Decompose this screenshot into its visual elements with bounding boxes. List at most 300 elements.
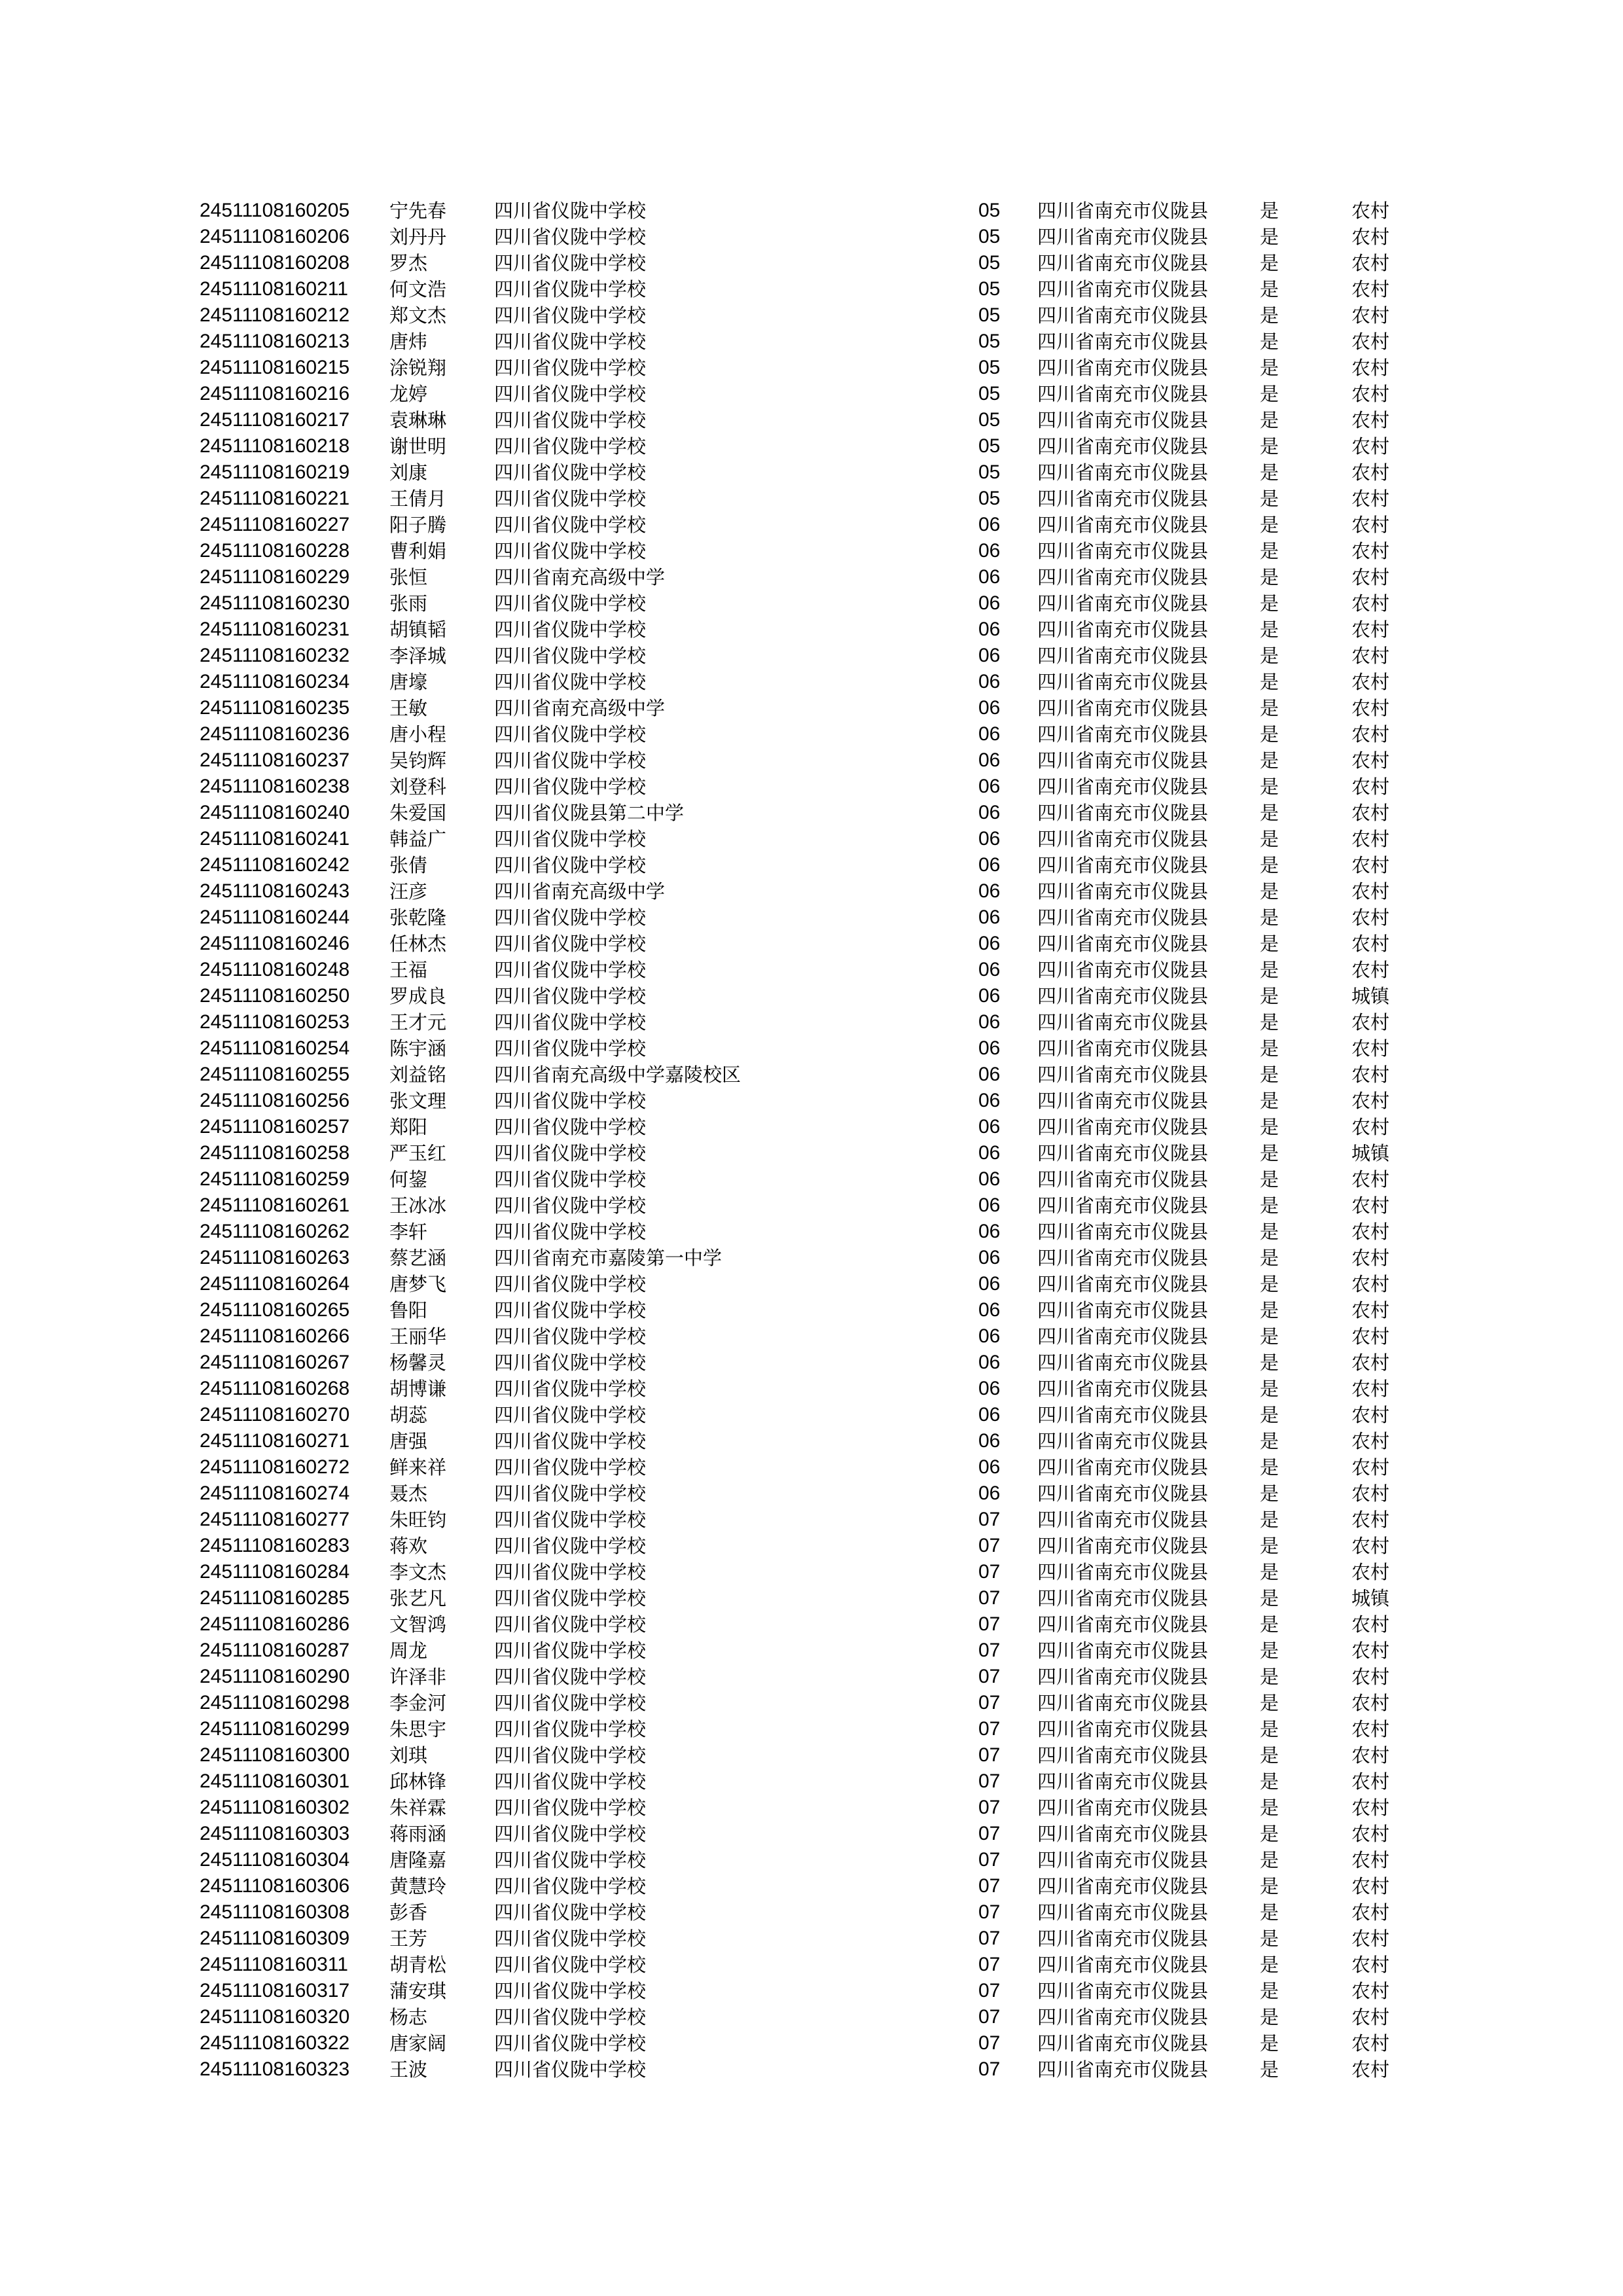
- household-type-cell: 农村: [1351, 1692, 1390, 1714]
- region-cell: 四川省南充市仪陇县: [1037, 1194, 1209, 1217]
- flag-cell: 是: [1260, 749, 1279, 772]
- student-name-cell: 李文杰: [389, 1561, 447, 1583]
- flag-cell: 是: [1260, 959, 1279, 981]
- student-name-cell: 王敏: [389, 697, 428, 719]
- flag-cell: 是: [1260, 1875, 1279, 1897]
- school-name-cell: 四川省仪陇中学校: [494, 828, 647, 850]
- household-type-cell: 农村: [1351, 1849, 1390, 1871]
- region-cell: 四川省南充市仪陇县: [1037, 1718, 1209, 1740]
- group-code-cell: 06: [978, 566, 1001, 588]
- region-cell: 四川省南充市仪陇县: [1037, 1535, 1209, 1557]
- household-type-cell: 农村: [1351, 1221, 1390, 1243]
- household-type-cell: 农村: [1351, 331, 1390, 353]
- flag-cell: 是: [1260, 461, 1279, 484]
- student-name-cell: 韩益广: [389, 828, 447, 850]
- flag-cell: 是: [1260, 776, 1279, 798]
- household-type-cell: 农村: [1351, 566, 1390, 588]
- exam-number-cell: 24511108160261: [200, 1194, 350, 1216]
- flag-cell: 是: [1260, 1692, 1279, 1714]
- exam-number-cell: 24511108160216: [200, 383, 350, 404]
- region-cell: 四川省南充市仪陇县: [1037, 1823, 1209, 1845]
- table-row: [200, 1585, 1417, 1611]
- student-name-cell: 唐强: [389, 1430, 428, 1452]
- region-cell: 四川省南充市仪陇县: [1037, 1928, 1209, 1950]
- exam-number-cell: 24511108160241: [200, 828, 350, 850]
- flag-cell: 是: [1260, 1221, 1279, 1243]
- group-code-cell: 06: [978, 1404, 1001, 1426]
- school-name-cell: 四川省仪陇中学校: [494, 461, 647, 484]
- group-code-cell: 05: [978, 278, 1001, 300]
- school-name-cell: 四川省仪陇中学校: [494, 1849, 647, 1871]
- flag-cell: 是: [1260, 2032, 1279, 2054]
- table-row: [200, 198, 1417, 224]
- table-row: [200, 669, 1417, 695]
- table-row: [200, 721, 1417, 747]
- household-type-cell: 农村: [1351, 749, 1390, 772]
- region-cell: 四川省南充市仪陇县: [1037, 1456, 1209, 1479]
- exam-number-cell: 24511108160259: [200, 1168, 350, 1190]
- student-name-cell: 郑阳: [389, 1116, 428, 1138]
- group-code-cell: 07: [978, 2058, 1001, 2080]
- exam-number-cell: 24511108160264: [200, 1273, 350, 1295]
- flag-cell: 是: [1260, 1456, 1279, 1479]
- household-type-cell: 农村: [1351, 880, 1390, 903]
- exam-number-cell: 24511108160253: [200, 1011, 350, 1033]
- group-code-cell: 07: [978, 1666, 1001, 1687]
- group-code-cell: 06: [978, 1378, 1001, 1399]
- household-type-cell: 农村: [1351, 1535, 1390, 1557]
- school-name-cell: 四川省仪陇中学校: [494, 1613, 647, 1636]
- student-name-cell: 宁先春: [389, 200, 447, 222]
- region-cell: 四川省南充市仪陇县: [1037, 776, 1209, 798]
- school-name-cell: 四川省仪陇中学校: [494, 1770, 647, 1793]
- region-cell: 四川省南充市仪陇县: [1037, 540, 1209, 562]
- flag-cell: 是: [1260, 1430, 1279, 1452]
- exam-number-cell: 24511108160212: [200, 304, 350, 326]
- flag-cell: 是: [1260, 1482, 1279, 1505]
- region-cell: 四川省南充市仪陇县: [1037, 854, 1209, 876]
- group-code-cell: 06: [978, 592, 1001, 614]
- table-row: [200, 1533, 1417, 1559]
- region-cell: 四川省南充市仪陇县: [1037, 645, 1209, 667]
- exam-number-cell: 24511108160274: [200, 1482, 350, 1504]
- region-cell: 四川省南充市仪陇县: [1037, 985, 1209, 1007]
- group-code-cell: 06: [978, 1090, 1001, 1111]
- household-type-cell: 农村: [1351, 200, 1390, 222]
- table-row: [200, 590, 1417, 617]
- student-name-cell: 唐隆嘉: [389, 1849, 447, 1871]
- exam-number-cell: 24511108160311: [200, 1954, 348, 1975]
- group-code-cell: 07: [978, 1875, 1001, 1897]
- region-cell: 四川省南充市仪陇县: [1037, 2058, 1209, 2081]
- table-row: [200, 878, 1417, 905]
- household-type-cell: 农村: [1351, 1901, 1390, 1924]
- table-row: [200, 617, 1417, 643]
- flag-cell: 是: [1260, 1744, 1279, 1767]
- school-name-cell: 四川省仪陇中学校: [494, 252, 647, 274]
- region-cell: 四川省南充市仪陇县: [1037, 1587, 1209, 1609]
- group-code-cell: 06: [978, 1168, 1001, 1190]
- exam-number-cell: 24511108160250: [200, 985, 350, 1007]
- region-cell: 四川省南充市仪陇县: [1037, 1064, 1209, 1086]
- group-code-cell: 07: [978, 1509, 1001, 1530]
- exam-number-cell: 24511108160266: [200, 1325, 350, 1347]
- region-cell: 四川省南充市仪陇县: [1037, 1378, 1209, 1400]
- region-cell: 四川省南充市仪陇县: [1037, 1116, 1209, 1138]
- school-name-cell: 四川省仪陇中学校: [494, 383, 647, 405]
- student-name-cell: 何鋆: [389, 1168, 428, 1191]
- exam-number-cell: 24511108160244: [200, 906, 350, 928]
- household-type-cell: 农村: [1351, 2006, 1390, 2028]
- region-cell: 四川省南充市仪陇县: [1037, 409, 1209, 431]
- flag-cell: 是: [1260, 1823, 1279, 1845]
- student-name-cell: 王倩月: [389, 488, 447, 510]
- group-code-cell: 06: [978, 1299, 1001, 1321]
- exam-number-cell: 24511108160238: [200, 776, 350, 797]
- student-name-cell: 刘益铭: [389, 1064, 447, 1086]
- student-name-cell: 朱爱国: [389, 802, 447, 824]
- table-row: [200, 1323, 1417, 1350]
- group-code-cell: 07: [978, 1587, 1001, 1609]
- exam-number-cell: 24511108160320: [200, 2006, 350, 2028]
- household-type-cell: 农村: [1351, 252, 1390, 274]
- student-name-cell: 胡蕊: [389, 1404, 428, 1426]
- school-name-cell: 四川省仪陇中学校: [494, 304, 647, 327]
- flag-cell: 是: [1260, 1247, 1279, 1269]
- region-cell: 四川省南充市仪陇县: [1037, 1744, 1209, 1767]
- group-code-cell: 06: [978, 1273, 1001, 1295]
- flag-cell: 是: [1260, 1378, 1279, 1400]
- region-cell: 四川省南充市仪陇县: [1037, 1011, 1209, 1033]
- flag-cell: 是: [1260, 985, 1279, 1007]
- student-name-cell: 周龙: [389, 1640, 428, 1662]
- table-row: [200, 1166, 1417, 1193]
- exam-number-cell: 24511108160258: [200, 1142, 350, 1164]
- exam-number-cell: 24511108160205: [200, 200, 350, 221]
- school-name-cell: 四川省仪陇中学校: [494, 1640, 647, 1662]
- region-cell: 四川省南充市仪陇县: [1037, 1770, 1209, 1793]
- household-type-cell: 农村: [1351, 906, 1390, 929]
- group-code-cell: 05: [978, 331, 1001, 352]
- household-type-cell: 农村: [1351, 959, 1390, 981]
- student-name-cell: 张雨: [389, 592, 428, 615]
- school-name-cell: 四川省仪陇中学校: [494, 331, 647, 353]
- household-type-cell: 农村: [1351, 278, 1390, 300]
- exam-number-cell: 24511108160215: [200, 357, 350, 378]
- exam-number-cell: 24511108160221: [200, 488, 350, 509]
- table-row: [200, 1507, 1417, 1533]
- school-name-cell: 四川省仪陇中学校: [494, 1430, 647, 1452]
- school-name-cell: 四川省仪陇中学校: [494, 540, 647, 562]
- region-cell: 四川省南充市仪陇县: [1037, 1142, 1209, 1164]
- flag-cell: 是: [1260, 1509, 1279, 1531]
- flag-cell: 是: [1260, 1666, 1279, 1688]
- flag-cell: 是: [1260, 619, 1279, 641]
- household-type-cell: 农村: [1351, 1823, 1390, 1845]
- household-type-cell: 农村: [1351, 697, 1390, 719]
- student-name-cell: 蔡艺涵: [389, 1247, 447, 1269]
- exam-number-cell: 24511108160309: [200, 1928, 350, 1949]
- flag-cell: 是: [1260, 645, 1279, 667]
- student-name-cell: 郑文杰: [389, 304, 447, 327]
- flag-cell: 是: [1260, 566, 1279, 588]
- school-name-cell: 四川省南充高级中学嘉陵校区: [494, 1064, 741, 1086]
- exam-number-cell: 24511108160301: [200, 1770, 350, 1792]
- flag-cell: 是: [1260, 723, 1279, 745]
- household-type-cell: 农村: [1351, 1116, 1390, 1138]
- household-type-cell: 农村: [1351, 1980, 1390, 2002]
- group-code-cell: 06: [978, 959, 1001, 980]
- table-row: [200, 2030, 1417, 2056]
- group-code-cell: 06: [978, 1430, 1001, 1452]
- table-row: [200, 1245, 1417, 1271]
- student-name-cell: 张倩: [389, 854, 428, 876]
- exam-number-cell: 24511108160263: [200, 1247, 350, 1268]
- group-code-cell: 05: [978, 488, 1001, 509]
- school-name-cell: 四川省仪陇中学校: [494, 1116, 647, 1138]
- exam-number-cell: 24511108160277: [200, 1509, 350, 1530]
- group-code-cell: 06: [978, 1456, 1001, 1478]
- exam-number-cell: 24511108160231: [200, 619, 350, 640]
- region-cell: 四川省南充市仪陇县: [1037, 1849, 1209, 1871]
- table-row: [200, 2004, 1417, 2030]
- school-name-cell: 四川省仪陇中学校: [494, 1404, 647, 1426]
- household-type-cell: 农村: [1351, 1378, 1390, 1400]
- exam-number-cell: 24511108160232: [200, 645, 350, 666]
- student-name-cell: 任林杰: [389, 933, 447, 955]
- exam-number-cell: 24511108160206: [200, 226, 350, 247]
- table-row: [200, 1428, 1417, 1454]
- household-type-cell: 农村: [1351, 1352, 1390, 1374]
- table-row: [200, 643, 1417, 669]
- household-type-cell: 农村: [1351, 645, 1390, 667]
- region-cell: 四川省南充市仪陇县: [1037, 828, 1209, 850]
- school-name-cell: 四川省仪陇中学校: [494, 278, 647, 300]
- table-row: [200, 276, 1417, 302]
- group-code-cell: 06: [978, 671, 1001, 692]
- exam-number-cell: 24511108160211: [200, 278, 348, 300]
- region-cell: 四川省南充市仪陇县: [1037, 461, 1209, 484]
- school-name-cell: 四川省仪陇中学校: [494, 1901, 647, 1924]
- region-cell: 四川省南充市仪陇县: [1037, 1797, 1209, 1819]
- group-code-cell: 06: [978, 1325, 1001, 1347]
- flag-cell: 是: [1260, 933, 1279, 955]
- region-cell: 四川省南充市仪陇县: [1037, 435, 1209, 457]
- group-code-cell: 06: [978, 854, 1001, 876]
- student-name-cell: 许泽非: [389, 1666, 447, 1688]
- region-cell: 四川省南充市仪陇县: [1037, 1482, 1209, 1505]
- school-name-cell: 四川省仪陇中学校: [494, 1928, 647, 1950]
- group-code-cell: 06: [978, 697, 1001, 719]
- flag-cell: 是: [1260, 1928, 1279, 1950]
- flag-cell: 是: [1260, 828, 1279, 850]
- school-name-cell: 四川省仪陇中学校: [494, 1168, 647, 1191]
- exam-number-cell: 24511108160299: [200, 1718, 350, 1740]
- exam-number-cell: 24511108160257: [200, 1116, 350, 1138]
- school-name-cell: 四川省仪陇中学校: [494, 671, 647, 693]
- school-name-cell: 四川省仪陇中学校: [494, 2032, 647, 2054]
- exam-number-cell: 24511108160237: [200, 749, 350, 771]
- region-cell: 四川省南充市仪陇县: [1037, 697, 1209, 719]
- table-row: [200, 1847, 1417, 1873]
- group-code-cell: 07: [978, 1640, 1001, 1661]
- flag-cell: 是: [1260, 357, 1279, 379]
- exam-number-cell: 24511108160268: [200, 1378, 350, 1399]
- flag-cell: 是: [1260, 514, 1279, 536]
- household-type-cell: 城镇: [1351, 985, 1390, 1007]
- table-row: [200, 983, 1417, 1009]
- school-name-cell: 四川省仪陇中学校: [494, 592, 647, 615]
- exam-number-cell: 24511108160235: [200, 697, 350, 719]
- flag-cell: 是: [1260, 1561, 1279, 1583]
- group-code-cell: 06: [978, 1221, 1001, 1242]
- flag-cell: 是: [1260, 880, 1279, 903]
- student-name-cell: 何文浩: [389, 278, 447, 300]
- exam-number-cell: 24511108160285: [200, 1587, 350, 1609]
- flag-cell: 是: [1260, 671, 1279, 693]
- table-row: [200, 1350, 1417, 1376]
- exam-number-cell: 24511108160265: [200, 1299, 350, 1321]
- table-row: [200, 1088, 1417, 1114]
- region-cell: 四川省南充市仪陇县: [1037, 1666, 1209, 1688]
- flag-cell: 是: [1260, 383, 1279, 405]
- region-cell: 四川省南充市仪陇县: [1037, 1221, 1209, 1243]
- group-code-cell: 06: [978, 933, 1001, 954]
- student-name-cell: 张乾隆: [389, 906, 447, 929]
- school-name-cell: 四川省南充市嘉陵第一中学: [494, 1247, 722, 1269]
- household-type-cell: 农村: [1351, 854, 1390, 876]
- household-type-cell: 农村: [1351, 802, 1390, 824]
- table-row: [200, 381, 1417, 407]
- household-type-cell: 农村: [1351, 2032, 1390, 2054]
- flag-cell: 是: [1260, 854, 1279, 876]
- group-code-cell: 06: [978, 828, 1001, 850]
- exam-number-cell: 24511108160213: [200, 331, 350, 352]
- household-type-cell: 农村: [1351, 304, 1390, 327]
- school-name-cell: 四川省仪陇中学校: [494, 200, 647, 222]
- group-code-cell: 07: [978, 1901, 1001, 1923]
- student-name-cell: 杨志: [389, 2006, 428, 2028]
- region-cell: 四川省南充市仪陇县: [1037, 1299, 1209, 1321]
- student-name-cell: 曹利娟: [389, 540, 447, 562]
- group-code-cell: 06: [978, 1352, 1001, 1373]
- group-code-cell: 06: [978, 540, 1001, 562]
- household-type-cell: 农村: [1351, 619, 1390, 641]
- region-cell: 四川省南充市仪陇县: [1037, 1168, 1209, 1191]
- student-name-cell: 王才元: [389, 1011, 447, 1033]
- student-name-cell: 唐壕: [389, 671, 428, 693]
- exam-number-cell: 24511108160284: [200, 1561, 350, 1583]
- exam-number-cell: 24511108160271: [200, 1430, 350, 1452]
- school-name-cell: 四川省仪陇中学校: [494, 226, 647, 248]
- table-row: [200, 1454, 1417, 1480]
- table-row: [200, 1559, 1417, 1585]
- group-code-cell: 06: [978, 645, 1001, 666]
- student-name-cell: 汪彦: [389, 880, 428, 903]
- table-row: [200, 1795, 1417, 1821]
- table-row: [200, 1978, 1417, 2004]
- group-code-cell: 07: [978, 1849, 1001, 1871]
- region-cell: 四川省南充市仪陇县: [1037, 383, 1209, 405]
- exam-number-cell: 24511108160229: [200, 566, 350, 588]
- group-code-cell: 07: [978, 1692, 1001, 1713]
- student-name-cell: 黄慧玲: [389, 1875, 447, 1897]
- group-code-cell: 07: [978, 1613, 1001, 1635]
- household-type-cell: 农村: [1351, 435, 1390, 457]
- school-name-cell: 四川省南充高级中学: [494, 697, 666, 719]
- group-code-cell: 07: [978, 1823, 1001, 1844]
- school-name-cell: 四川省仪陇中学校: [494, 357, 647, 379]
- region-cell: 四川省南充市仪陇县: [1037, 566, 1209, 588]
- region-cell: 四川省南充市仪陇县: [1037, 1640, 1209, 1662]
- table-row: [200, 1062, 1417, 1088]
- table-row: [200, 1402, 1417, 1428]
- school-name-cell: 四川省仪陇中学校: [494, 1875, 647, 1897]
- table-row: [200, 329, 1417, 355]
- student-name-cell: 杨馨灵: [389, 1352, 447, 1374]
- school-name-cell: 四川省仪陇中学校: [494, 776, 647, 798]
- household-type-cell: 农村: [1351, 1168, 1390, 1191]
- household-type-cell: 农村: [1351, 1954, 1390, 1976]
- region-cell: 四川省南充市仪陇县: [1037, 802, 1209, 824]
- student-name-cell: 刘琪: [389, 1744, 428, 1767]
- exam-number-cell: 24511108160256: [200, 1090, 350, 1111]
- exam-number-cell: 24511108160254: [200, 1037, 350, 1059]
- region-cell: 四川省南充市仪陇县: [1037, 1980, 1209, 2002]
- flag-cell: 是: [1260, 1404, 1279, 1426]
- group-code-cell: 06: [978, 1116, 1001, 1138]
- table-row: [200, 800, 1417, 826]
- household-type-cell: 农村: [1351, 1613, 1390, 1636]
- table-row: [200, 1611, 1417, 1638]
- flag-cell: 是: [1260, 409, 1279, 431]
- table-row: [200, 1140, 1417, 1166]
- school-name-cell: 四川省仪陇中学校: [494, 1273, 647, 1295]
- student-name-cell: 朱祥霖: [389, 1797, 447, 1819]
- table-row: [200, 512, 1417, 538]
- flag-cell: 是: [1260, 540, 1279, 562]
- exam-number-cell: 24511108160283: [200, 1535, 350, 1556]
- school-name-cell: 四川省仪陇中学校: [494, 1587, 647, 1609]
- table-row: [200, 564, 1417, 590]
- student-name-cell: 朱思宇: [389, 1718, 447, 1740]
- flag-cell: 是: [1260, 1090, 1279, 1112]
- group-code-cell: 06: [978, 776, 1001, 797]
- group-code-cell: 05: [978, 435, 1001, 457]
- household-type-cell: 农村: [1351, 1797, 1390, 1819]
- region-cell: 四川省南充市仪陇县: [1037, 357, 1209, 379]
- group-code-cell: 06: [978, 723, 1001, 745]
- student-name-cell: 鲜来祥: [389, 1456, 447, 1479]
- table-row: [200, 695, 1417, 721]
- region-cell: 四川省南充市仪陇县: [1037, 1613, 1209, 1636]
- school-name-cell: 四川省仪陇中学校: [494, 1980, 647, 2002]
- household-type-cell: 农村: [1351, 1640, 1390, 1662]
- region-cell: 四川省南充市仪陇县: [1037, 906, 1209, 929]
- exam-number-cell: 24511108160227: [200, 514, 350, 535]
- flag-cell: 是: [1260, 435, 1279, 457]
- group-code-cell: 06: [978, 514, 1001, 535]
- student-name-cell: 张恒: [389, 566, 428, 588]
- flag-cell: 是: [1260, 1011, 1279, 1033]
- group-code-cell: 07: [978, 1770, 1001, 1792]
- exam-number-cell: 24511108160270: [200, 1404, 350, 1426]
- exam-number-cell: 24511108160298: [200, 1692, 350, 1713]
- flag-cell: 是: [1260, 2006, 1279, 2028]
- household-type-cell: 农村: [1351, 1875, 1390, 1897]
- household-type-cell: 农村: [1351, 1011, 1390, 1033]
- household-type-cell: 农村: [1351, 226, 1390, 248]
